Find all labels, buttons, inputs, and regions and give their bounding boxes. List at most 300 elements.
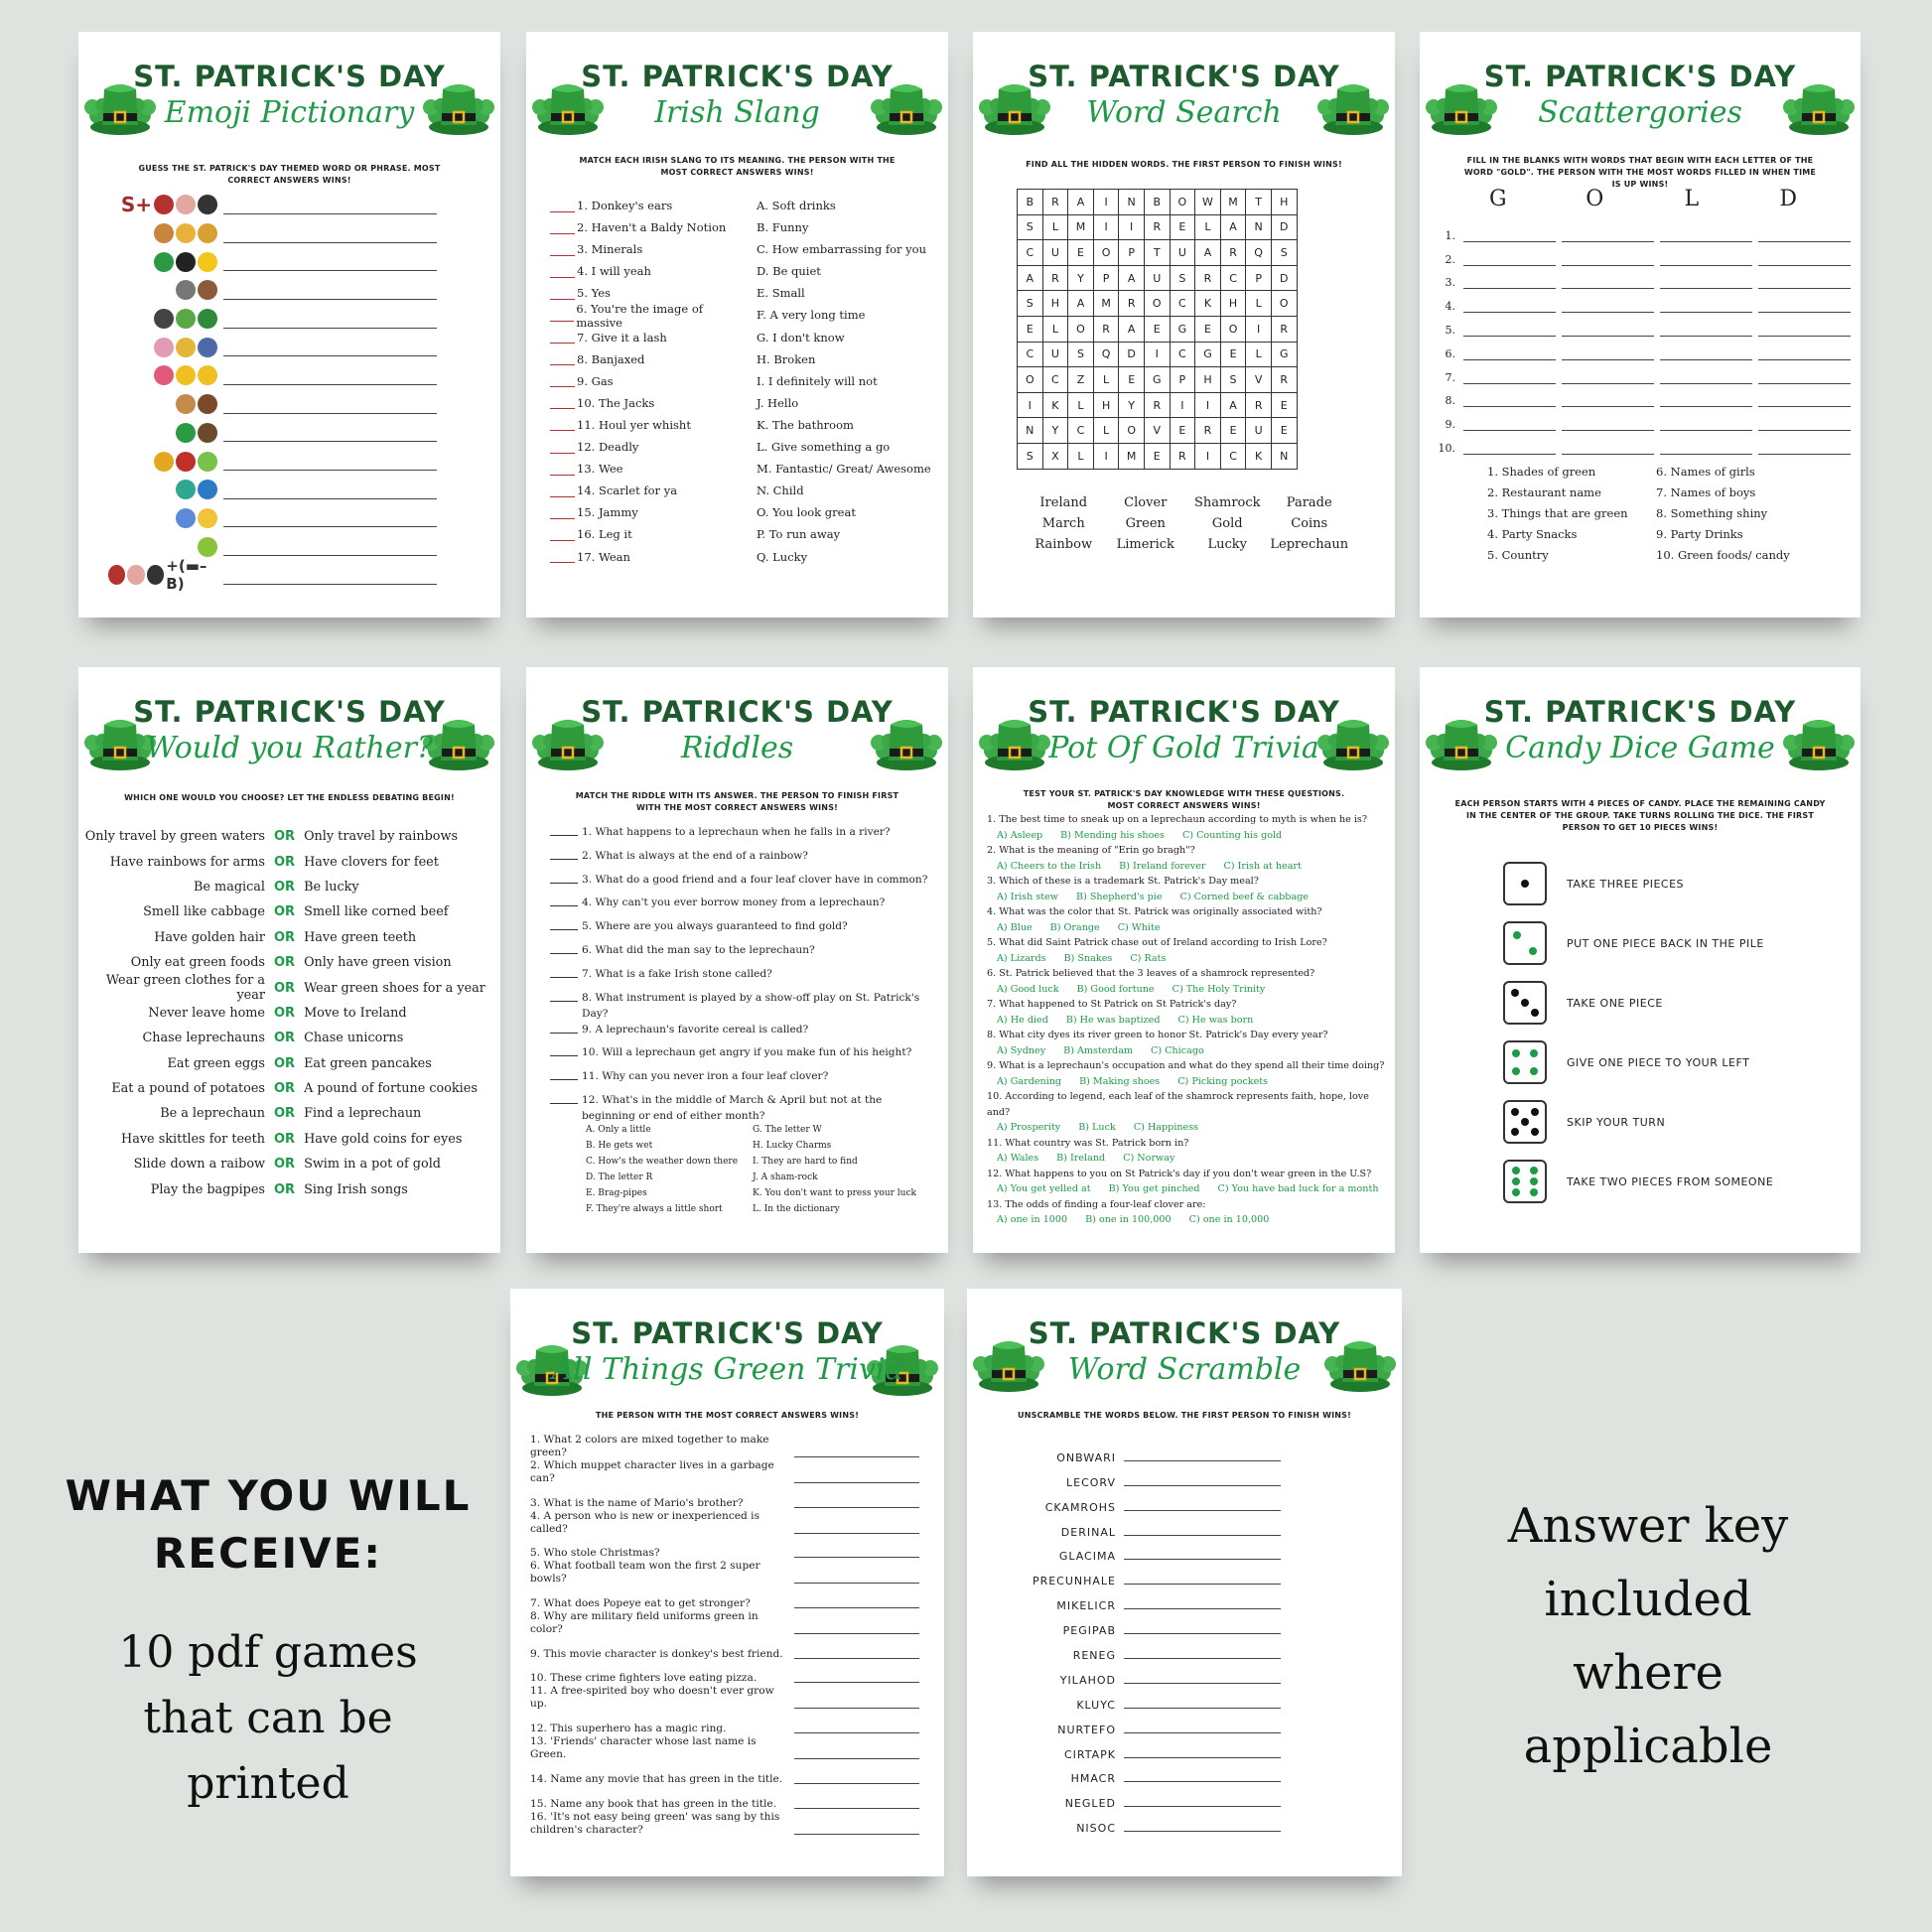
answer-row [1430, 407, 1852, 431]
page-subtitle: All Things Green Trivia [551, 1352, 903, 1387]
answer-blank [794, 1546, 919, 1558]
grid-cell[interactable]: N [1119, 190, 1145, 215]
grid-cell[interactable]: A [1195, 240, 1221, 266]
page-title: ST. PATRICK'S DAY [581, 695, 894, 729]
slang-term: 8. Banjaxed [577, 351, 645, 366]
slang-term: 11. Houl yer whisht [577, 417, 691, 432]
slang-term-row [550, 501, 749, 523]
answer-key-note: Answer key included where applicable [1507, 1498, 1789, 1774]
grid-cell[interactable]: Y [1068, 265, 1094, 291]
grid-cell[interactable]: C [1220, 443, 1246, 469]
grid-cell[interactable]: I [1018, 392, 1043, 418]
green-question: 5. Who stole Christmas? [530, 1547, 660, 1560]
answer-blank [1660, 345, 1752, 360]
grid-cell[interactable]: K [1042, 392, 1068, 418]
grid-cell[interactable]: I [1246, 316, 1272, 342]
grid-cell[interactable]: W [1195, 190, 1221, 215]
answer-blank [794, 1697, 919, 1709]
grid-cell[interactable]: A [1068, 190, 1094, 215]
emoji-clue-row [108, 361, 485, 390]
grid-cell[interactable]: R [1246, 392, 1272, 418]
grid-cell[interactable]: K [1195, 291, 1221, 317]
rather-row [78, 1051, 500, 1076]
trivia-question: 4. What was the color that St. Patrick was originally associated with? [987, 906, 1322, 917]
grid-cell[interactable]: T [1144, 240, 1170, 266]
riddle-question: 8. What instrument is played by a show-off play on St. Patrick's Day? [582, 991, 920, 1020]
grid-cell[interactable]: L [1195, 214, 1221, 240]
grid-cell[interactable]: E [1170, 214, 1195, 240]
slang-term: 10. The Jacks [577, 395, 655, 410]
grid-cell[interactable]: I [1093, 214, 1119, 240]
grid-cell[interactable]: X [1042, 443, 1068, 469]
scrambled-word: PRECUNHALE [1032, 1575, 1116, 1588]
rather-row [78, 950, 500, 975]
riddle-answer: C. How's the weather down there [586, 1157, 739, 1167]
slang-meaning: Q. Lucky [757, 549, 808, 564]
column-letter: L [1684, 187, 1700, 211]
scramble-row [1027, 1785, 1354, 1810]
grid-cell[interactable]: E [1144, 443, 1170, 469]
grid-cell[interactable]: U [1042, 240, 1068, 266]
grid-cell[interactable]: G [1170, 316, 1195, 342]
answer-blank [1124, 1523, 1281, 1536]
riddle-question: 5. Where are you always guaranteed to find gold? [582, 920, 848, 933]
grid-cell[interactable]: E [1271, 418, 1297, 444]
option-b: Swim in a pot of gold [304, 1157, 441, 1173]
grid-cell[interactable]: D [1271, 214, 1297, 240]
die-pip [1521, 880, 1529, 888]
option-b: Have gold coins for eyes [304, 1131, 463, 1147]
answer-blank [550, 1092, 578, 1104]
answer-blank [794, 1572, 919, 1584]
answer-line [223, 196, 437, 214]
answer-blank [1463, 369, 1556, 384]
emoji-clue [108, 309, 217, 329]
emoji-icon [154, 452, 174, 472]
category-item: 1. Shades of green [1487, 465, 1596, 479]
option-b: Find a leprechaun [304, 1106, 422, 1122]
grid-cell[interactable]: O [1119, 418, 1145, 444]
grid-cell[interactable]: S [1068, 342, 1094, 367]
green-trivia-row [530, 1434, 931, 1459]
green-question: 14. Name any movie that has green in the title. [530, 1772, 783, 1785]
option-a: Smell like cabbage [143, 904, 265, 920]
trivia-option: A) Lizards [997, 952, 1046, 964]
grid-cell[interactable]: S [1018, 291, 1043, 317]
grid-cell[interactable]: R [1144, 214, 1170, 240]
scramble-row [1027, 1662, 1354, 1687]
grid-cell[interactable]: Q [1246, 240, 1272, 266]
grid-cell[interactable]: L [1093, 418, 1119, 444]
slang-meaning: F. A very long time [757, 308, 866, 323]
grid-cell[interactable]: A [1119, 316, 1145, 342]
grid-cell[interactable]: H [1042, 291, 1068, 317]
grid-cell[interactable]: H [1220, 291, 1246, 317]
trivia-option: B) one in 100,000 [1085, 1214, 1172, 1225]
grid-cell[interactable]: C [1170, 342, 1195, 367]
answer-blank [550, 309, 574, 322]
rather-row [78, 824, 500, 849]
rather-row [78, 1076, 500, 1101]
grid-cell[interactable]: R [1170, 443, 1195, 469]
trivia-option: A) one in 1000 [997, 1214, 1068, 1225]
word-bank [1023, 492, 1350, 555]
emoji-clue-row [108, 333, 485, 361]
grid-cell[interactable]: S [1271, 240, 1297, 266]
grid-cell[interactable]: I [1093, 443, 1119, 469]
trivia-option: A) Wales [997, 1153, 1039, 1164]
grid-cell[interactable]: E [1220, 342, 1246, 367]
grid-row [1018, 291, 1298, 317]
riddle-answer: D. The letter R [586, 1173, 653, 1182]
grid-cell[interactable]: U [1170, 240, 1195, 266]
page-subtitle: Scattergories [1538, 95, 1742, 130]
green-trivia-row [530, 1636, 931, 1661]
grid-cell[interactable]: Z [1068, 367, 1094, 393]
green-trivia-row [530, 1459, 931, 1485]
trivia-option: B) Ireland [1056, 1153, 1106, 1164]
grid-cell[interactable]: I [1093, 190, 1119, 215]
row-number: 7. [1445, 370, 1455, 384]
trivia-option: C) Irish at heart [1223, 860, 1302, 872]
instructions: MATCH THE RIDDLE WITH ITS ANSWER. THE PERSON TO FINISH FIRST WITH THE MOST CORRECT ANSWERS WINS! [575, 791, 899, 812]
grid-cell[interactable]: G [1271, 342, 1297, 367]
grid-cell[interactable]: P [1170, 367, 1195, 393]
trivia-question: 3. Which of these is a trademark St. Patrick's Day meal? [987, 876, 1259, 887]
grid-cell[interactable]: C [1018, 342, 1043, 367]
slang-meaning: I. I definitely will not [757, 373, 878, 388]
grid-cell[interactable]: E [1144, 316, 1170, 342]
grid-cell[interactable]: H [1093, 392, 1119, 418]
die-6-icon [1503, 1160, 1547, 1203]
emoji-clue-row [108, 219, 485, 248]
green-trivia-row [530, 1560, 931, 1586]
slang-term-row [550, 348, 749, 370]
answer-blank [1463, 298, 1556, 313]
dice-rule-row [1503, 1033, 1831, 1092]
answer-blank [550, 396, 575, 409]
trivia-option: B) Making shoes [1079, 1075, 1161, 1087]
grid-cell[interactable]: G [1144, 367, 1170, 393]
grid-cell[interactable]: U [1042, 342, 1068, 367]
grid-cell[interactable]: E [1119, 367, 1145, 393]
grid-cell[interactable]: O [1068, 316, 1094, 342]
page-subtitle: Riddles [680, 731, 794, 765]
grid-cell[interactable]: R [1195, 265, 1221, 291]
row-number: 2. [1445, 252, 1455, 266]
grid-cell[interactable]: E [1170, 418, 1195, 444]
grid-cell[interactable]: E [1271, 392, 1297, 418]
grid-cell[interactable]: Y [1119, 392, 1145, 418]
green-question: 1. What 2 colors are mixed together to make green? [530, 1434, 769, 1458]
emoji-icon [154, 338, 174, 357]
answer-blank [1463, 440, 1556, 455]
answer-blank [550, 418, 575, 431]
grid-cell[interactable]: R [1093, 316, 1119, 342]
grid-cell[interactable]: N [1018, 418, 1043, 444]
green-question: 10. These crime fighters love eating pizza. [530, 1672, 758, 1685]
grid-cell[interactable]: A [1220, 214, 1246, 240]
grid-cell[interactable]: I [1195, 392, 1221, 418]
grid-cell[interactable]: U [1144, 265, 1170, 291]
grid-cell[interactable]: P [1246, 265, 1272, 291]
option-a: Have skittles for teeth [121, 1131, 265, 1147]
answer-blank [550, 1044, 578, 1056]
answer-blank [1124, 1621, 1281, 1634]
grid-cell[interactable]: R [1195, 418, 1221, 444]
answer-blank [550, 200, 575, 212]
grid-cell[interactable]: O [1170, 190, 1195, 215]
grid-cell[interactable]: Y [1042, 418, 1068, 444]
riddle-row [550, 1068, 937, 1092]
grid-cell[interactable]: M [1220, 190, 1246, 215]
grid-cell[interactable]: C [1220, 265, 1246, 291]
riddle-answer: K. You don't want to press your luck [753, 1188, 916, 1198]
grid-cell[interactable]: P [1119, 240, 1145, 266]
slang-term: 16. Leg it [577, 527, 632, 542]
slang-term: 1. Donkey's ears [577, 199, 673, 213]
grid-cell[interactable]: C [1042, 367, 1068, 393]
riddle-row [550, 872, 937, 896]
answer-blank [1124, 1547, 1281, 1560]
emoji-clue-row [108, 276, 485, 305]
grid-cell[interactable]: R [1271, 316, 1297, 342]
trivia-question: 12. What happens to you on St Patrick's day if you don't wear green in the U.S? [987, 1168, 1372, 1179]
grid-cell[interactable]: M [1119, 443, 1145, 469]
grid-cell[interactable]: K [1246, 443, 1272, 469]
trivia-options [987, 951, 1388, 967]
emoji-icon [198, 365, 217, 385]
option-b: Wear green shoes for a year [304, 980, 485, 996]
green-trivia-row [530, 1735, 931, 1761]
grid-cell[interactable]: A [1119, 265, 1145, 291]
grid-cell[interactable]: S [1170, 265, 1195, 291]
answer-blank [1124, 1696, 1281, 1709]
trivia-option: A) You get yelled at [997, 1183, 1091, 1194]
grid-cell[interactable]: D [1271, 265, 1297, 291]
scramble-row [1027, 1563, 1354, 1587]
answer-blank [550, 848, 578, 860]
grid-cell[interactable]: H [1271, 190, 1297, 215]
answer-blank [1562, 345, 1654, 360]
scramble-row [1027, 1440, 1354, 1464]
grid-cell[interactable]: L [1042, 316, 1068, 342]
answer-blank [1463, 227, 1556, 242]
answer-row [1430, 337, 1852, 360]
option-a: Be a leprechaun [160, 1106, 265, 1122]
grid-cell[interactable]: E [1195, 316, 1221, 342]
die-pip [1531, 1128, 1539, 1136]
scrambled-word: GLACIMA [1058, 1550, 1116, 1564]
trivia-question: 1. The best time to sneak up on a leprechaun according to myth is when he is? [987, 814, 1367, 825]
grid-cell[interactable]: A [1018, 265, 1043, 291]
trivia-option: A) Gardening [997, 1075, 1062, 1087]
grid-cell[interactable]: L [1042, 214, 1068, 240]
emoji-clue-list [108, 191, 485, 594]
grid-cell[interactable]: V [1246, 367, 1272, 393]
word-bank-item: Leprechaun [1270, 537, 1349, 552]
grid-cell[interactable]: C [1018, 240, 1043, 266]
grid-cell[interactable]: N [1246, 214, 1272, 240]
grid-cell[interactable]: B [1018, 190, 1043, 215]
slang-term: 9. Gas [577, 373, 614, 388]
grid-cell[interactable]: R [1119, 291, 1145, 317]
grid-cell[interactable]: O [1271, 291, 1297, 317]
option-a: Wear green clothes for a year [105, 973, 265, 1004]
trivia-option: C) Corned beef & cabbage [1179, 891, 1309, 902]
grid-cell[interactable]: M [1068, 214, 1094, 240]
grid-cell[interactable]: R [1220, 240, 1246, 266]
grid-cell[interactable]: Q [1093, 342, 1119, 367]
grid-cell[interactable]: R [1042, 190, 1068, 215]
grid-cell[interactable]: O [1144, 291, 1170, 317]
trivia-question: 5. What did Saint Patrick chase out of Ireland according to Irish Lore? [987, 937, 1327, 948]
answer-blank [550, 550, 575, 563]
answer-blank [1660, 322, 1752, 337]
scramble-row [1027, 1736, 1354, 1761]
answer-line [223, 508, 437, 527]
scrambled-word: KLUYC [1076, 1698, 1116, 1712]
answer-blank [550, 352, 575, 365]
option-b: Only have green vision [304, 955, 452, 971]
grid-cell[interactable]: L [1246, 291, 1272, 317]
trivia-option: A) Asleep [997, 829, 1043, 841]
or-label: OR [274, 829, 296, 845]
word-bank-item: March [1041, 516, 1085, 531]
grid-cell[interactable]: M [1093, 291, 1119, 317]
slang-term-row [550, 392, 749, 414]
slang-meaning: N. Child [757, 483, 804, 498]
slang-meaning: M. Fantastic/ Great/ Awesome [757, 462, 931, 477]
emoji-icon [198, 452, 217, 472]
emoji-icon [176, 394, 196, 414]
riddle-question: 6. What did the man say to the leprechaun? [582, 943, 815, 956]
grid-cell[interactable]: O [1220, 316, 1246, 342]
grid-cell[interactable]: U [1246, 418, 1272, 444]
answer-blank [1124, 1498, 1281, 1511]
slang-term-row [550, 195, 749, 216]
grid-cell[interactable]: R [1042, 265, 1068, 291]
answer-row [1430, 313, 1852, 337]
slang-term-row [550, 238, 749, 260]
scramble-row [1027, 1712, 1354, 1736]
grid-cell[interactable]: L [1068, 392, 1094, 418]
grid-row [1018, 342, 1298, 367]
dice-rule-text: TAKE THREE PIECES [1567, 877, 1685, 891]
category-item: 6. Names of girls [1656, 465, 1755, 479]
grid-cell[interactable]: E [1068, 240, 1094, 266]
grid-cell[interactable]: S [1220, 367, 1246, 393]
grid-cell[interactable]: E [1018, 316, 1043, 342]
grid-cell[interactable]: V [1144, 418, 1170, 444]
grid-row [1018, 265, 1298, 291]
emoji-icon [176, 452, 196, 472]
riddle-answer: E. Brag-pipes [586, 1188, 647, 1198]
option-b: Eat green pancakes [304, 1055, 432, 1071]
scramble-row [1027, 1539, 1354, 1564]
answer-blank [550, 484, 575, 497]
emoji-clue [108, 508, 217, 528]
answer-blank [550, 990, 578, 1002]
trivia-options [987, 1013, 1388, 1029]
grid-cell[interactable]: I [1144, 342, 1170, 367]
grid-cell[interactable]: S [1018, 214, 1043, 240]
grid-cell[interactable]: G [1195, 342, 1221, 367]
grid-cell[interactable]: L [1093, 367, 1119, 393]
page-pot-of-gold-trivia [973, 667, 1395, 1253]
scrambled-word: PEGIPAB [1062, 1624, 1116, 1638]
scramble-row [1027, 1489, 1354, 1514]
grid-cell[interactable]: H [1195, 367, 1221, 393]
grid-cell[interactable]: O [1018, 367, 1043, 393]
page-subtitle: Word Search [1086, 95, 1282, 130]
answer-blank [1758, 440, 1851, 455]
die-pip [1513, 931, 1521, 939]
grid-cell[interactable]: I [1195, 443, 1221, 469]
emoji-icon [154, 223, 174, 243]
trivia-options [987, 982, 1388, 998]
answer-blank [550, 918, 578, 930]
grid-cell[interactable]: T [1246, 190, 1272, 215]
grid-cell[interactable]: P [1093, 265, 1119, 291]
trivia-option: B) Good fortune [1076, 983, 1155, 995]
grid-cell[interactable]: I [1119, 214, 1145, 240]
grid-cell[interactable]: E [1220, 418, 1246, 444]
answer-blank [1758, 392, 1851, 407]
grid-cell[interactable]: L [1246, 342, 1272, 367]
answer-blank [794, 1671, 919, 1683]
option-a: Never leave home [148, 1005, 265, 1021]
answer-blank [1660, 227, 1752, 242]
emoji-clue [108, 557, 217, 593]
or-label: OR [274, 955, 296, 971]
grid-cell[interactable]: C [1068, 418, 1094, 444]
gold-letters [1449, 187, 1837, 211]
die-2-icon [1503, 921, 1547, 965]
emoji-icon [176, 252, 196, 272]
trivia-question: 9. What is a leprechaun's occupation and what do they spend all their time doing? [987, 1060, 1385, 1071]
grid-cell[interactable]: R [1271, 367, 1297, 393]
answer-row [1430, 431, 1852, 455]
answer-blank [1124, 1646, 1281, 1659]
grid-cell[interactable]: B [1144, 190, 1170, 215]
grid-cell[interactable]: I [1170, 392, 1195, 418]
slang-term-row [550, 260, 749, 282]
grid-cell[interactable]: N [1271, 443, 1297, 469]
grid-cell[interactable]: C [1170, 291, 1195, 317]
grid-cell[interactable]: R [1144, 392, 1170, 418]
grid-row [1018, 367, 1298, 393]
category-item: 7. Names of boys [1656, 485, 1756, 499]
answer-row [1430, 266, 1852, 290]
grid-cell[interactable]: A [1068, 291, 1094, 317]
dice-rule-text: GIVE ONE PIECE TO YOUR LEFT [1567, 1055, 1750, 1069]
riddle-row [550, 942, 937, 966]
grid-cell[interactable]: S [1018, 443, 1043, 469]
answer-blank [1562, 298, 1654, 313]
emoji-clue [108, 252, 217, 272]
grid-cell[interactable]: L [1068, 443, 1094, 469]
grid-cell[interactable]: D [1119, 342, 1145, 367]
answer-line [223, 366, 437, 385]
grid-cell[interactable]: A [1220, 392, 1246, 418]
trivia-options [987, 1212, 1388, 1228]
answer-blank [550, 966, 578, 978]
grid-cell[interactable]: O [1093, 240, 1119, 266]
trivia-option: C) Norway [1123, 1153, 1175, 1164]
word-bank-item: Coins [1291, 516, 1328, 531]
slang-meaning: B. Funny [757, 220, 809, 235]
